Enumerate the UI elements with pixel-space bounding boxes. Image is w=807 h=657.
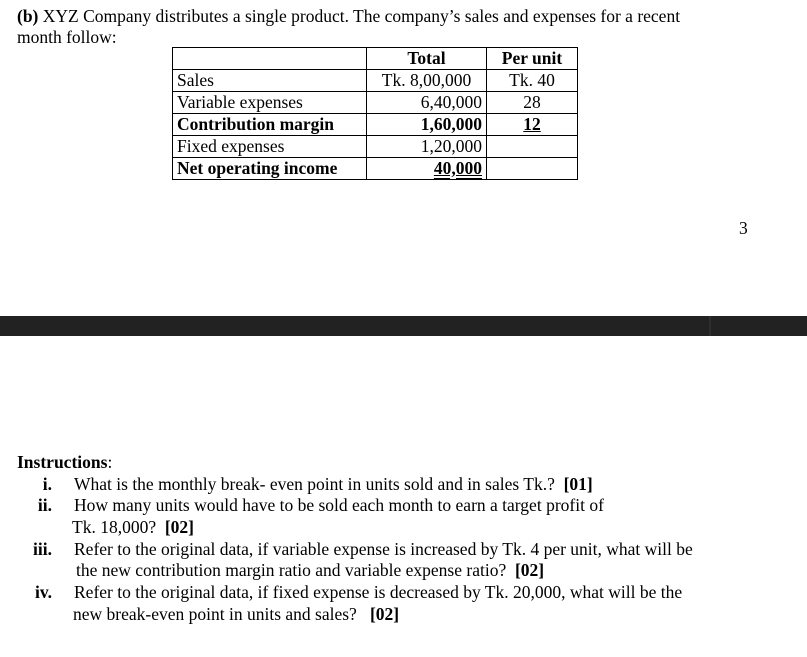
item-line: new break-even point in units and sales? <box>73 604 357 624</box>
row-label: Sales <box>173 70 367 92</box>
row-total <box>367 158 487 180</box>
row-total: Tk. 8,00,000 <box>367 70 487 92</box>
header-total: Total <box>367 48 487 70</box>
question-line-1 <box>17 6 797 27</box>
question-b <box>17 6 797 48</box>
row-label: Contribution margin <box>173 114 367 136</box>
instructions-colon: : <box>107 452 113 472</box>
item-text-line-2 <box>76 560 544 581</box>
sales-expenses-table <box>172 47 578 180</box>
page-separator-bar <box>0 316 807 336</box>
table-row <box>173 70 578 92</box>
question-label: (b) <box>17 6 39 26</box>
row-unit <box>487 114 578 136</box>
item-number: ii. <box>37 495 52 515</box>
instructions-title: Instructions <box>17 452 108 472</box>
item-text <box>74 474 593 495</box>
item-number: iv. <box>34 582 52 602</box>
row-total-value: 40,000 <box>433 158 482 178</box>
row-label: Fixed expenses <box>173 136 367 158</box>
page-number: 3 <box>739 218 748 238</box>
instructions-heading <box>17 452 112 473</box>
separator-segment <box>709 316 711 336</box>
table-header-row <box>173 48 578 70</box>
item-text: How many units would have to be sold each month to earn a target profit of <box>74 495 604 515</box>
table-row <box>173 114 578 136</box>
header-per-unit: Per unit <box>487 48 578 70</box>
item-mark: [01] <box>563 474 593 494</box>
row-unit <box>487 158 578 180</box>
item-number: i. <box>42 474 52 494</box>
item-mark: [02] <box>514 560 545 580</box>
item-line: Tk. 18,000? <box>72 517 157 537</box>
item-text: Refer to the original data, if fixed expense is decreased by Tk. 20,000, what will be the <box>74 582 683 602</box>
header-label <box>173 48 367 70</box>
row-total: 1,60,000 <box>367 114 487 136</box>
table-row <box>173 92 578 114</box>
item-line: What is the monthly break- even point in units sold and in sales Tk.? <box>74 474 555 494</box>
item-mark: [02] <box>164 517 194 537</box>
row-total: 1,20,000 <box>367 136 487 158</box>
item-mark: [02] <box>369 604 400 624</box>
item-text-line-2 <box>72 517 194 538</box>
question-line-2: month follow: <box>17 27 117 47</box>
item-text-line-2 <box>73 604 399 625</box>
item-number: iii. <box>33 539 52 559</box>
table-row <box>173 136 578 158</box>
item-line: the new contribution margin ratio and variable expense ratio? <box>76 560 507 580</box>
row-unit: Tk. 40 <box>487 70 578 92</box>
table-row <box>173 158 578 180</box>
question-text-1: XYZ Company distributes a single product. The company’s sales and expenses for a recent <box>38 6 681 26</box>
row-unit-value: 12 <box>523 114 541 134</box>
row-unit: 28 <box>487 92 578 114</box>
row-label: Net operating income <box>173 158 367 180</box>
item-text: Refer to the original data, if variable expense is increased by Tk. 4 per unit, what will be <box>74 539 693 559</box>
row-label: Variable expenses <box>173 92 367 114</box>
row-unit <box>487 136 578 158</box>
row-total: 6,40,000 <box>367 92 487 114</box>
